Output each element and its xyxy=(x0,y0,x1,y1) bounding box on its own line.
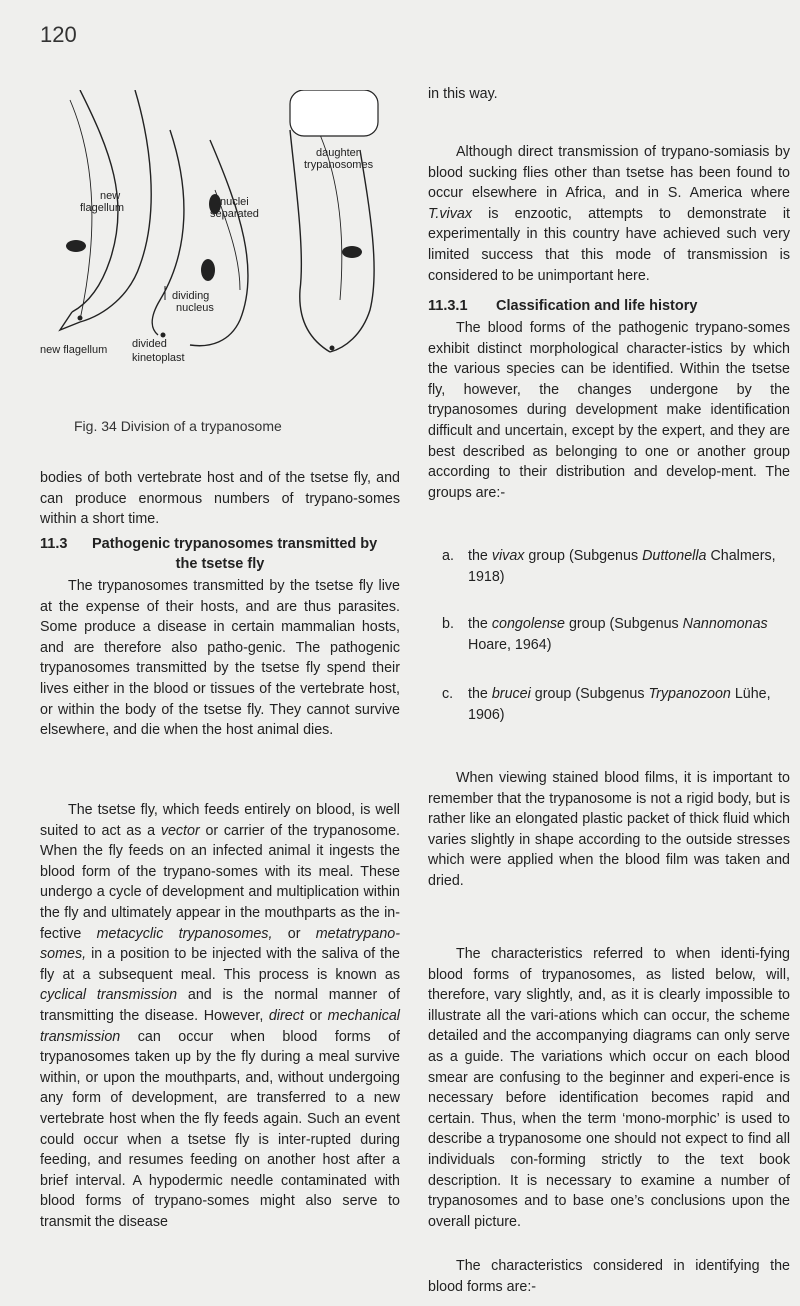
left-paragraph-3: The tsetse fly, which feeds entirely on blood, is well suited to act as a vector or carrier of the trypanosome. When the fly feeds on an infected animal it ingests the blood form of the trypano-somes with its meal. These undergo a cycle of development and multiplication within the fly and ultimately appear in the mouthparts as the in-fective metacyclic trypanosomes, or metatrypano-somes, in a position to be injected with the saliva of the fly at a subsequent meal. This process is known as cyclical transmission and is the normal manner of transmitting the disease. However, direct or mechanical transmission can occur when blood forms of trypanosomes taken up by the fly during a meal survive within, or upon the mouthparts, and, without undergoing any form of development, are transferred to a new vertebrate host when the fly feeds again. Such an event could occur when a tsetse fly is inter-rupted during feeding, and resumes feeding on another host after a brief interval. A hypodermic needle contaminated with blood forms of trypano-somes might also serve to transmit the disease xyxy=(40,802,400,1230)
page-number: 120 xyxy=(40,22,77,47)
left-nucleus xyxy=(66,240,86,252)
label-kinetoplast: kinetoplast xyxy=(132,352,185,364)
label-flagellum: flagellum xyxy=(80,202,125,214)
label-nuclei: nuclei xyxy=(220,196,249,208)
label-nucleus: nucleus xyxy=(176,302,214,314)
label-dividing: dividing xyxy=(172,290,210,302)
list-item: b. the congolense group (Subgenus Nannomonas Hoare, 1964) xyxy=(442,616,768,653)
middle-body-outline-2 xyxy=(190,140,248,346)
section-title-line2: the tsetse fly xyxy=(175,556,265,572)
list-item: a. the vivax group (Subgenus Duttonella Chalmers, 1918) xyxy=(442,548,776,585)
figure-caption: Fig. 34 Division of a trypanosome xyxy=(74,418,282,434)
kinetoplast-dot-right xyxy=(330,346,335,351)
label-daughter: daughter xyxy=(316,147,360,159)
left-tail xyxy=(60,312,80,330)
middle-nucleus-lower xyxy=(201,259,215,281)
right-paragraph-4: The characteristics referred to when identi-fying blood forms of trypanosomes, as listed below, will, therefore, vary slightly, and, as it is clearly impossible to illustrate all the vari-ations which can occur, the scheme detailed and the accompanying diagrams can only serve as a guide. The variations which occur on each blood smear are confusing to the beginner and experi-ence is necessary before identification becomes rapid and certain. Thus, when the term ‘mono-morphic’ is used to describe a trypanosome one should not expect to find all individuals con-forming strictly to the text book description. It is necessary to examine a number of trypanosomes and to base one’s conclusions upon the overall picture. xyxy=(428,946,790,1230)
section-title-line1: Pathogenic trypanosomes transmitted by xyxy=(92,536,378,552)
right-paragraph-5: The characteristics considered in identifying the blood forms are:- xyxy=(428,1258,790,1295)
left-paragraph-2: The trypanosomes transmitted by the tsetse fly live at the expense of their hosts, and are thus parasites. Some produce a disease in certain mammalian hosts, and are therefore also patho-genic. The pathogenic trypanosomes transmitted by the tsetse fly spend their lives either in the blood or tissues of the vertebrate host, or within the body of the tsetse fly. They cannot survive elsewhere, and die when the host animal dies. xyxy=(40,578,400,739)
label-divided: divided xyxy=(132,338,167,350)
trypanosome-division-figure xyxy=(40,90,400,450)
right-paragraph-1: Although direct transmission of trypano-somiasis by blood sucking flies other than tsetse has been found to occur elsewhere in Africa, and in S. America where T.vivax is enzootic, attempts to demonstrate it experimentally in this country have achieved such very limited success that this mode of transmission is considered to be unimportant here. xyxy=(428,144,790,284)
section-number: 11.3 xyxy=(40,536,68,552)
subsection-number: 11.3.1 xyxy=(428,298,468,314)
left-paragraph-1: bodies of both vertebrate host and of the tsetse fly, and can produce enormous numbers of trypano-somes within a short time. xyxy=(40,470,400,528)
right-paragraph-3: When viewing stained blood films, it is important to remember that the trypanosome is not a rigid body, but is rather like an elongated plastic packet of thick fluid which varies slightly in shape according to the outside stresses which were applied when the blood film was taken and dried. xyxy=(428,770,790,889)
daughter-label-box xyxy=(290,90,378,136)
subsection-title: Classification and life history xyxy=(496,298,698,314)
right-nucleus xyxy=(342,246,362,258)
list-item: c. the brucei group (Subgenus Trypanozoon Lühe, 1906) xyxy=(442,686,771,723)
section-heading-11-3 xyxy=(40,534,400,574)
label-new-flagellum: new flagellum xyxy=(40,344,108,356)
section-heading-11-3-1 xyxy=(428,296,790,316)
kinetoplast-dot-middle xyxy=(161,333,166,338)
label-new: new xyxy=(100,190,121,202)
label-separated: separated xyxy=(210,208,259,220)
right-paragraph-2: The blood forms of the pathogenic trypano-somes exhibit distinct morphological character-istics by which the various species can be identified. Within the tsetse fly, however, the changes undergone by the trypanosomes during development make identification difficult and uncertain, except by the expert, and they are best described as belonging to one or another group according to their distribution and develop-ment. The groups are:- xyxy=(428,320,790,501)
right-paragraph-0: in this way. xyxy=(428,86,498,102)
label-trypanosomes: trypanosomes xyxy=(304,159,374,171)
kinetoplast-dot-left xyxy=(78,316,83,321)
